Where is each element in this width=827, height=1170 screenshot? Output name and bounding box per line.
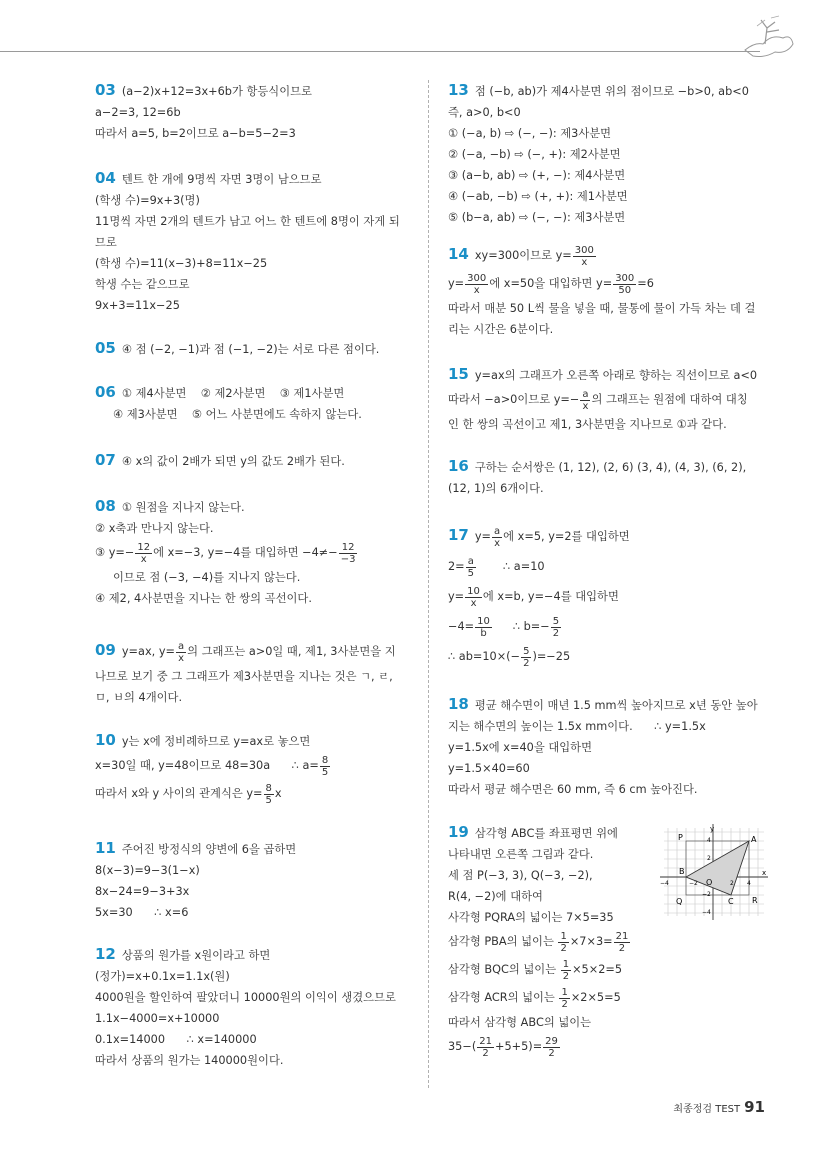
fraction: $\frac{5}{2}$	[552, 615, 560, 639]
problem-04: 04 텐트 한 개에 9명씩 자면 3명이 남으므로 (학생 수)=9x+3(명) 11명씩 자면 2개의 텐트가 남고 어느 한 텐트에 8명이 자게 되 므로 (학생 수)=11(x−3)+8=11x−25 학생 수는 같으므로 9x+3=11x−25	[95, 169, 400, 312]
problem-12: 12 상품의 원가를 x원이라고 하면 (정가)=x+0.1x=1.1x(원) 4000원을 할인하여 팔았더니 10000원의 이익이 생겼으므로 1.1x−4000=x+10000 0.1x=14000 ∴ x=140000 따라서 상품의 원가는 140000원이다.	[95, 945, 396, 1067]
svg-text:Q: Q	[676, 897, 683, 906]
column-divider	[428, 80, 429, 1088]
svg-text:−4: −4	[702, 909, 711, 916]
svg-text:4: 4	[707, 837, 711, 844]
svg-text:A: A	[751, 835, 757, 844]
fraction: $\frac{12}{-3}$	[340, 541, 356, 565]
fraction: $\frac{a}{5}$	[467, 555, 475, 579]
problem-15: 15 y=ax의 그래프가 오른쪽 아래로 향하는 직선이므로 a<0 따라서 −a>0이므로 y=− $\frac{a}{x}$ 의 그래프는 원점에 대하여 대칭 인 한 쌍의 곡선이고 제1, 3사분면을 지나므로 ①과 같다.	[448, 365, 758, 431]
page-number: 91	[744, 1098, 765, 1116]
problem-14: 14 xy=300이므로 y= $\frac{300}{x}$ y= $\frac{300}{x}$ 에 x=50을 대입하면 y= $\frac{300}{50}$ =6 따라서 매분 50 L씩 물을 넣을 때, 물통에 물이 가득 차는 데 걸 리는 시간은 6분이다.	[448, 244, 756, 336]
header-rule	[0, 51, 760, 52]
svg-text:4: 4	[747, 880, 751, 887]
svg-text:P: P	[678, 833, 683, 842]
page-footer: 최종정검 TEST 91	[673, 1098, 765, 1116]
problem-05: 05 ④ 점 (−2, −1)과 점 (−1, −2)는 서로 다른 점이다.	[95, 339, 380, 357]
svg-text:y: y	[710, 825, 715, 833]
fraction: $\frac{300}{x}$	[467, 272, 487, 296]
svg-text:R: R	[752, 896, 758, 905]
problem-18: 18 평균 해수면이 매년 1.5 mm씩 높아지므로 x년 동안 높아 지는 해수면의 높이는 1.5x mm이다. ∴ y=1.5x y=1.5x에 x=40을 대입하면 y=1.5×40=60 따라서 평균 해수면은 60 mm, 즉 6 cm 높아진다.	[448, 695, 758, 796]
fraction: $\frac{21}{2}$	[479, 1035, 492, 1059]
svg-text:−2: −2	[689, 880, 698, 887]
svg-text:−2: −2	[702, 891, 711, 898]
fraction: $\frac{1}{2}$	[561, 986, 568, 1010]
fraction: $\frac{300}{50}$	[615, 272, 635, 296]
svg-text:C: C	[728, 897, 734, 906]
fraction: $\frac{8}{5}$	[265, 782, 272, 806]
svg-text:2: 2	[707, 855, 711, 862]
fraction: $\frac{1}{2}$	[560, 930, 567, 954]
fraction: $\frac{1}{2}$	[562, 958, 570, 982]
problem-09: 09 y=ax, y= $\frac{a}{x}$ 의 그래프는 a>0일 때, 제1, 3사분면을 지 나므로 보기 중 그 그래프가 제3사분면을 지나는 것은 ㄱ, ㄹ, ㅁ, ㅂ의 4개이다.	[95, 640, 396, 704]
problem-10: 10 y는 x에 정비례하므로 y=ax로 놓으면 x=30일 때, y=48이므로 48=30a ∴ a= $\frac{8}{5}$ 따라서 x와 y 사이의 관계식은 y= $\frac{8}{5}$ x	[95, 731, 329, 806]
fraction: $\frac{12}{x}$	[137, 541, 151, 565]
problem-08: 08 ① 원점을 지나지 않는다. ② x축과 만나지 않는다. ③ y=− $\frac{12}{x}$ 에 x=−3, y=−4를 대입하면 −4≠− $\frac{12}{-3}$ 이므로 점 (−3, −4)를 지나지 않는다. ④ 제2, 4사분면을 지나는 한 쌍의 곡선이다.	[95, 497, 356, 605]
fraction: $\frac{10}{b}$	[477, 615, 490, 639]
svg-text:O: O	[706, 878, 713, 887]
problem-17: 17 y= $\frac{a}{x}$ 에 x=5, y=2를 대입하면 2= $\frac{a}{5}$ ∴ a=10 y= $\frac{10}{x}$ 에 x=b, y=−4를 대입하면 −4= $\frac{10}{b}$ ∴ b=− $\frac{5}{2}$ ∴ ab=10×(− $\frac{5}{2}$ )=−25	[448, 525, 630, 669]
problem-13: 13 점 (−b, ab)가 제4사분면 위의 점이므로 −b>0, ab<0 즉, a>0, b<0 ① (−a, b) ⇨ (−, −): 제3사분면 ② (−a, −b) ⇨ (−, +): 제2사분면 ③ (a−b, ab) ⇨ (+, −): 제4사분면 ④ (−ab, −b) ⇨ (+, +): 제1사분면 ⑤ (b−a, ab) ⇨ (−, −): 제3사분면	[448, 81, 749, 224]
problem-11: 11 주어진 방정식의 양변에 6을 곱하면 8(x−3)=9−3(1−x) 8x−24=9−3+3x 5x=30 ∴ x=6	[95, 839, 297, 919]
problem-06: 06 ① 제4사분면 ② 제2사분면 ③ 제1사분면 ④ 제3사분면 ⑤ 어느 사분면에도 속하지 않는다.	[95, 383, 362, 421]
fraction: $\frac{21}{2}$	[615, 930, 629, 954]
tree-illustration-icon	[735, 14, 795, 62]
fraction: $\frac{29}{2}$	[545, 1035, 558, 1059]
fraction: $\frac{10}{x}$	[467, 585, 480, 609]
fraction: $\frac{a}{x}$	[177, 640, 185, 664]
svg-text:B: B	[679, 867, 685, 876]
svg-text:−4: −4	[660, 880, 669, 887]
fraction: $\frac{a}{x}$	[582, 388, 589, 412]
svg-text:x: x	[762, 869, 767, 877]
problem-19: 19 삼각형 ABC를 좌표평면 위에 나타내면 오른쪽 그림과 같다. 세 점 P(−3, 3), Q(−3, −2), R(4, −2)에 대하여 사각형 PQRA의 넓이는 7×5=35 삼각형 PBA의 넓이는 $\frac{1}{2}$ ×7×3= $\frac{21}{2}$ 삼각형 BQC의 넓이는 $\frac{1}{2}$ ×5×2=5 삼각형 ACR의 넓이는 $\frac{1}{2}$ ×2×5=5 따라서 삼각형 ABC의 넓이는 35−( $\frac{21}{2}$ +5+5)= $\frac{29}{2}$ y x A B C P Q R O 4 2 −2 −4 −4 −2 2 4	[448, 822, 770, 1061]
fraction: $\frac{a}{x}$	[494, 525, 501, 549]
problem-16: 16 구하는 순서쌍은 (1, 12), (2, 6) (3, 4), (4, 3), (6, 2), (12, 1)의 6개이다.	[448, 457, 747, 495]
coordinate-graph	[660, 822, 770, 922]
problem-07: 07 ④ x의 값이 2배가 되면 y의 값도 2배가 된다.	[95, 451, 345, 469]
svg-text:2: 2	[730, 880, 734, 887]
fraction: $\frac{300}{x}$	[574, 244, 594, 268]
fraction: $\frac{5}{2}$	[523, 645, 530, 669]
problem-03: 03 (a−2)x+12=3x+6b가 항등식이므로 a−2=3, 12=6b 따라서 a=5, b=2이므로 a−b=5−2=3	[95, 81, 312, 140]
fraction: $\frac{8}{5}$	[321, 754, 329, 778]
